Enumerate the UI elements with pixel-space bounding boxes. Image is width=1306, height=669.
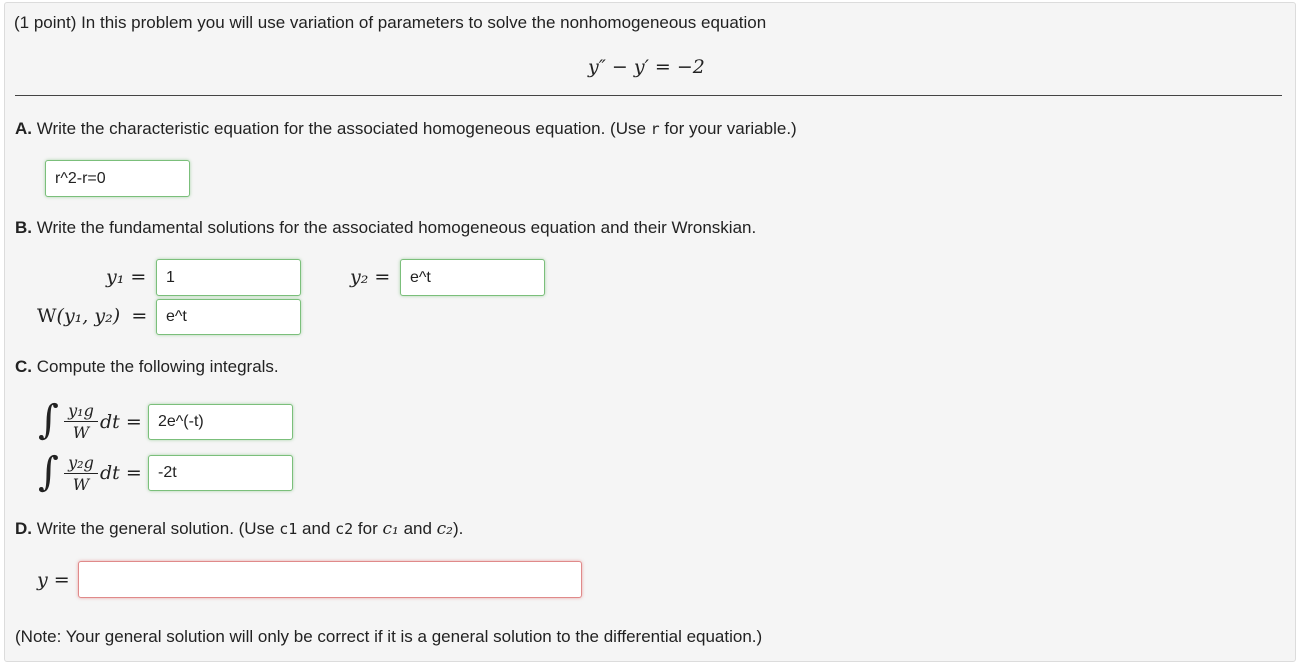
part-d-c2-math: c₂ — [436, 519, 453, 539]
integrand-2-den: W — [72, 475, 90, 494]
problem-intro: (1 point) In this problem you will use variation of parameters to solve the nonhomogeneous equation — [14, 13, 767, 32]
integral-sign-2: ∫ — [38, 449, 59, 495]
part-c-letter: C. — [15, 357, 32, 376]
integrand-2 — [64, 453, 98, 494]
part-a-prompt — [15, 119, 797, 139]
wronskian-label — [37, 305, 147, 328]
part-d-text-after: ). — [453, 519, 464, 538]
part-d-c1-math: c₁ — [382, 519, 399, 539]
part-d-c2-code: c2 — [335, 520, 354, 538]
part-d-and: and — [297, 519, 336, 538]
part-a-var: r — [650, 120, 660, 138]
integrand-2-num: y₂g — [68, 453, 94, 472]
integral-sign-1: ∫ — [38, 397, 59, 443]
part-c-text: Compute the following integrals. — [36, 357, 279, 376]
wronskian-eq: = — [131, 305, 148, 327]
part-b-prompt — [15, 218, 756, 238]
integral-1-dt: dt = — [100, 411, 142, 433]
general-solution-input[interactable] — [78, 561, 582, 598]
part-d-prompt — [15, 519, 463, 539]
part-d-text-before: Write the general solution. (Use — [36, 519, 280, 538]
part-c-prompt — [15, 357, 279, 377]
y1-label: y₁ = — [106, 266, 147, 288]
divider — [15, 95, 1282, 96]
y1-input[interactable] — [156, 259, 301, 296]
part-d-letter: D. — [15, 519, 32, 538]
fraction-bar-2 — [64, 473, 98, 474]
y2-input[interactable] — [400, 259, 545, 296]
integral-2-dt: dt = — [100, 462, 142, 484]
part-a-text-after: for your variable.) — [659, 119, 797, 138]
part-d-c1-code: c1 — [279, 520, 298, 538]
part-d-for: for — [353, 519, 383, 538]
part-a-letter: A. — [15, 119, 32, 138]
y2-label: y₂ = — [350, 266, 391, 288]
general-solution-label: y = — [37, 569, 70, 591]
fraction-bar-1 — [64, 421, 98, 422]
characteristic-equation-input[interactable] — [45, 160, 190, 197]
part-b-text: Write the fundamental solutions for the associated homogeneous equation and their Wronskian. — [36, 218, 757, 237]
part-b-letter: B. — [15, 218, 32, 237]
note-text: (Note: Your general solution will only be correct if it is a general solution to the differential equation.) — [15, 627, 763, 646]
wronskian-w: W — [37, 305, 57, 327]
wronskian-args: (y₁, y₂) — [56, 305, 121, 327]
integrand-1 — [64, 401, 98, 442]
integrand-1-den: W — [72, 423, 90, 442]
part-a-text-before: Write the characteristic equation for the associated homogeneous equation. (Use — [36, 119, 651, 138]
integral-2-input[interactable] — [148, 455, 293, 491]
main-equation: y″ − y′ = −2 — [588, 56, 705, 78]
wronskian-input[interactable] — [156, 299, 301, 335]
integrand-1-num: y₁g — [68, 401, 94, 420]
integral-1-input[interactable] — [148, 404, 293, 440]
part-d-and2: and — [398, 519, 437, 538]
